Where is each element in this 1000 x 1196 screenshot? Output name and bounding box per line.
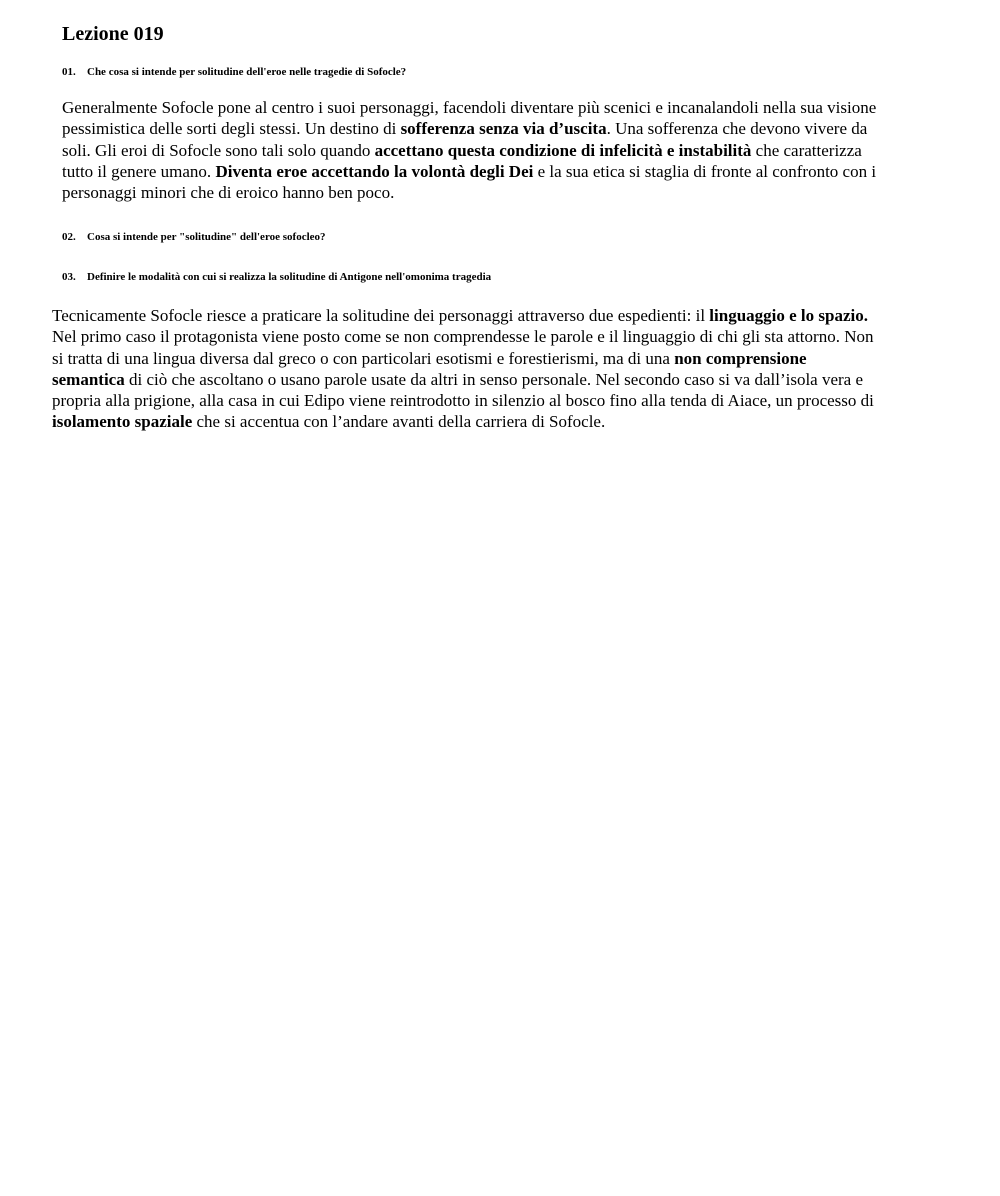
lesson-title: Lezione 019 xyxy=(62,23,164,45)
question-text: Definire le modalità con cui si realizza la solitudine di Antigone nell'omonima tragedia xyxy=(87,271,492,283)
text-run: che caratterizza xyxy=(751,140,862,160)
answer-line xyxy=(52,305,954,326)
text-run: di ciò che ascoltano o usano parole usate da altri in senso personale. Nel secondo caso si va dall’isola vera e xyxy=(124,369,864,389)
question-number: 01. xyxy=(62,66,76,78)
question-number: 02. xyxy=(62,231,76,243)
bold-text: semantica xyxy=(52,369,125,389)
answer-line xyxy=(52,348,954,369)
answer-line xyxy=(62,140,954,161)
question-03 xyxy=(62,270,491,284)
text-run: tutto il genere umano. xyxy=(62,161,216,181)
bold-text: non comprensione xyxy=(674,348,807,368)
answer-line xyxy=(62,97,954,118)
text-run: . Una sofferenza che devono vivere da xyxy=(606,119,868,139)
answer-line xyxy=(62,182,954,203)
bold-text: accettano questa condizione di infelicità e instabilità xyxy=(374,140,752,160)
answer-line xyxy=(52,390,954,411)
text-run: che si accentua con l’andare avanti della carriera di Sofocle. xyxy=(192,412,606,432)
question-number: 03. xyxy=(62,271,76,283)
answer-01 xyxy=(62,97,954,203)
text-run: soli. Gli eroi di Sofocle sono tali solo quando xyxy=(62,140,375,160)
answer-line xyxy=(52,411,954,432)
bold-text: linguaggio e lo spazio. xyxy=(709,306,868,325)
answer-line xyxy=(62,118,954,139)
answer-line xyxy=(52,326,954,347)
text-run: Nel primo caso il protagonista viene posto come se non comprendesse le parole e il linguaggio di chi gli sta attorno. Non xyxy=(52,327,874,347)
text-run: personaggi minori che di eroico hanno ben poco. xyxy=(62,183,395,203)
answer-03 xyxy=(52,305,954,433)
text-run: pessimistica delle sorti degli stessi. Un destino di xyxy=(62,119,401,139)
text-run: Tecnicamente Sofocle riesce a praticare la solitudine dei personaggi attraverso due espedienti: il xyxy=(52,306,710,325)
question-01 xyxy=(62,65,406,79)
question-text: Che cosa si intende per solitudine dell'eroe nelle tragedie di Sofocle? xyxy=(87,66,407,78)
text-run: propria alla prigione, alla casa in cui Edipo viene reintrodotto in silenzio al bosco fino alla tenda di Aiace, un processo di xyxy=(52,391,874,411)
text-run: si tratta di una lingua diversa dal greco o con particolari esotismi e forestierismi, ma di una xyxy=(52,348,675,368)
question-02 xyxy=(62,230,326,244)
answer-line xyxy=(62,161,954,182)
text-run: Generalmente Sofocle pone al centro i suoi personaggi, facendoli diventare più scenici e incanalandoli nella sua visione xyxy=(62,98,877,117)
bold-text: isolamento spaziale xyxy=(52,412,193,432)
bold-text: Diventa eroe accettando la volontà degli Dei xyxy=(215,161,534,181)
bold-text: sofferenza senza via d’uscita xyxy=(400,119,607,139)
question-text: Cosa si intende per "solitudine" dell'eroe sofocleo? xyxy=(87,231,326,243)
text-run: e la sua etica si staglia di fronte al confronto con i xyxy=(533,161,877,181)
answer-line xyxy=(52,369,954,390)
